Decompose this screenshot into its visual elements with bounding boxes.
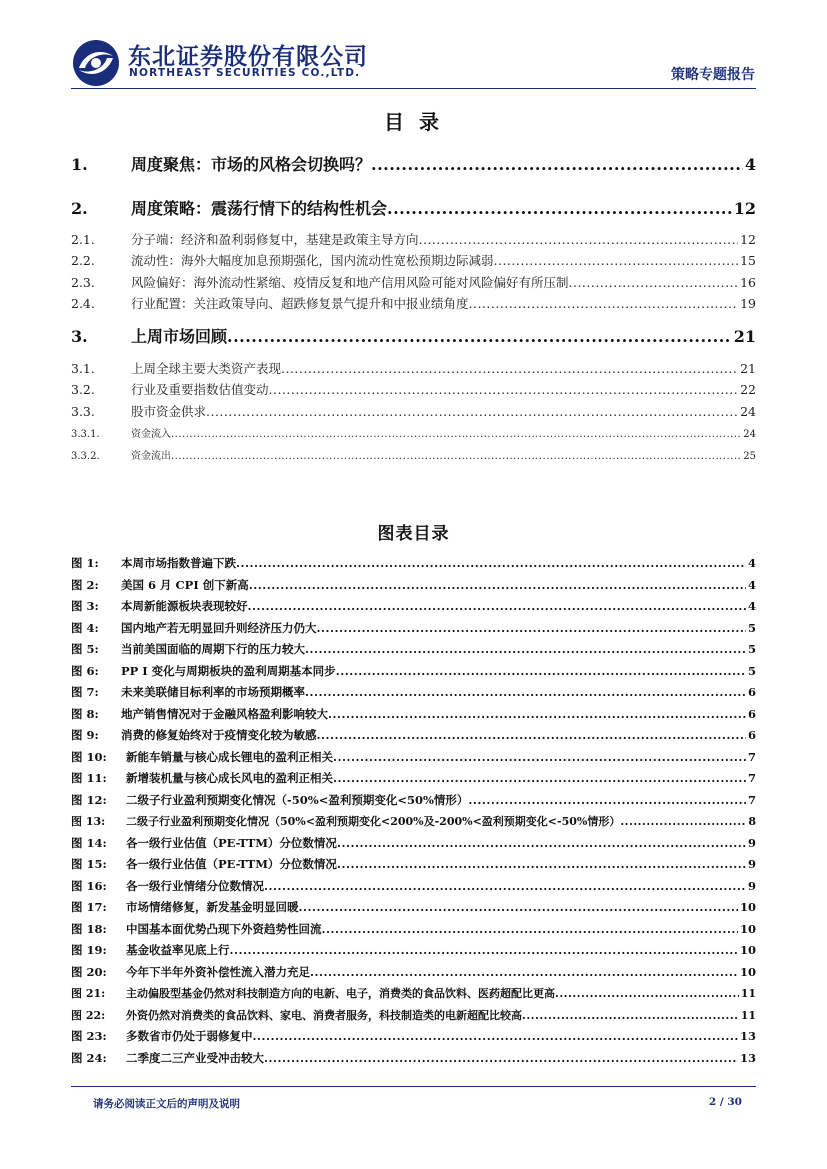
figure-number: 图 21: — [71, 987, 106, 1000]
figure-page: 5 — [747, 621, 756, 635]
leader-dots — [310, 965, 738, 979]
figure-number: 图 19: — [71, 943, 107, 957]
toc-entry-text: 资金流入 — [131, 429, 171, 440]
leader-dots — [494, 253, 739, 268]
toc-entry-text: 周度策略：震荡行情下的结构性机会 — [131, 199, 388, 218]
toc-entry[interactable] — [71, 152, 756, 174]
figure-entry[interactable] — [71, 727, 756, 744]
figure-number: 图 13: — [71, 815, 106, 828]
leader-dots — [333, 750, 746, 764]
leader-dots — [249, 578, 746, 592]
figure-page: 4 — [747, 578, 756, 592]
leader-dots — [387, 199, 732, 218]
figure-title: 今年下半年外资补偿性流入潜力充足 — [126, 965, 310, 979]
figure-number: 图 8: — [71, 707, 99, 721]
figure-number: 图 12: — [71, 793, 107, 807]
toc-title: 目 录 — [384, 110, 443, 134]
leader-dots — [468, 793, 746, 807]
figure-number: 图 10: — [71, 750, 107, 764]
toc-entry-page: 25 — [743, 451, 756, 462]
toc-entry-page: 19 — [740, 296, 756, 311]
toc-entry-page: 12 — [740, 232, 756, 247]
toc-entry-number: 2.1. — [71, 232, 95, 247]
figure-entry[interactable] — [71, 964, 756, 981]
page-number: 2 / 30 — [708, 1096, 742, 1108]
toc-entry-text: 上周全球主要大类资产表现 — [131, 361, 282, 376]
figure-entry[interactable] — [71, 598, 756, 615]
figure-number: 图 16: — [71, 879, 107, 893]
figure-number: 图 17: — [71, 900, 107, 914]
figure-entry[interactable] — [71, 856, 756, 873]
figure-title: 新能车销量与核心成长锂电的盈利正相关 — [126, 750, 333, 764]
figure-title: 各一级行业估值（PE-TTM）分位数情况 — [126, 857, 337, 871]
toc-entry-text: 周度聚焦：市场的风格会切换吗？ — [131, 155, 372, 174]
figure-entry[interactable] — [71, 985, 756, 1002]
figure-page: 8 — [748, 815, 756, 828]
leader-dots — [236, 556, 746, 570]
toc-entry[interactable] — [71, 425, 756, 441]
toc-entry[interactable] — [71, 273, 756, 291]
leader-dots — [230, 943, 738, 957]
figure-title: 外资仍然对消费类的食品饮料、家电、消费者服务，科技制造类的电新超配比较高 — [126, 1009, 522, 1022]
toc-entry-number: 3. — [71, 327, 88, 346]
figure-page: 11 — [740, 1009, 756, 1022]
leader-dots — [269, 382, 739, 397]
figure-title: 新增装机量与核心成长风电的盈利正相关 — [126, 771, 333, 785]
leader-dots — [317, 728, 746, 742]
figure-number: 图 6: — [71, 664, 99, 678]
toc-entry-text: 行业及重要指数估值变动 — [131, 382, 269, 397]
leader-dots — [206, 404, 738, 419]
toc-entry-number: 3.3.1. — [71, 429, 100, 440]
leader-dots — [227, 327, 732, 346]
leader-dots — [555, 987, 739, 1000]
figure-entry[interactable] — [71, 663, 756, 680]
figure-title: 美国 6 月 CPI 创下新高 — [121, 578, 249, 592]
toc-entry-page: 24 — [740, 404, 756, 419]
figure-number: 图 15: — [71, 857, 107, 871]
toc-entry-text: 行业配置：关注政策导向、超跌修复景气提升和中报业绩角度 — [131, 296, 469, 311]
leader-dots — [317, 621, 746, 635]
toc-entry[interactable] — [71, 294, 756, 312]
figure-page: 6 — [747, 685, 756, 699]
figure-number: 图 9: — [71, 728, 99, 742]
footer-divider — [71, 1086, 756, 1087]
figure-page: 6 — [747, 728, 756, 742]
company-logo-icon — [71, 38, 121, 88]
figure-entry[interactable] — [71, 577, 756, 594]
figure-page: 11 — [740, 987, 756, 1000]
leader-dots — [322, 922, 738, 936]
toc-entry-page: 21 — [740, 361, 756, 376]
figure-title: PP I 变化与周期板块的盈利周期基本同步 — [121, 664, 336, 678]
toc-entry-page: 22 — [740, 382, 756, 397]
toc-entry[interactable] — [71, 380, 756, 398]
figure-entry[interactable] — [71, 641, 756, 658]
toc-entry[interactable] — [71, 196, 756, 218]
figure-number: 图 14: — [71, 836, 107, 850]
footer-disclaimer: 请务必阅读正文后的声明及说明 — [93, 1098, 240, 1110]
figure-number: 图 3: — [71, 599, 99, 613]
figure-title: 各一级行业估值（PE-TTM）分位数情况 — [126, 836, 337, 850]
figure-title: 二季度二三产业受冲击较大 — [126, 1051, 264, 1065]
toc-entry-number: 2. — [71, 199, 88, 218]
leader-dots — [328, 707, 746, 721]
toc-entry-text: 股市资金供求 — [131, 404, 207, 419]
leader-dots — [620, 815, 746, 828]
toc-entry-number: 3.2. — [71, 382, 95, 397]
toc-entry-page: 24 — [743, 429, 756, 440]
figure-title: 本周新能源板块表现较好 — [121, 599, 248, 613]
figure-title: 当前美国面临的周期下行的压力较大 — [121, 642, 305, 656]
figure-page: 9 — [747, 836, 756, 850]
toc-entry-number: 2.2. — [71, 253, 95, 268]
leader-dots — [171, 451, 741, 462]
figure-title: 未来美联储目标利率的市场预期概率 — [121, 685, 305, 699]
toc-entry[interactable] — [71, 359, 756, 377]
toc-entry-number: 3.3.2. — [71, 451, 100, 462]
figure-title: 本周市场指数普遍下跌 — [121, 556, 236, 570]
toc-entry-text: 资金流出 — [131, 451, 171, 462]
figure-title: 基金收益率见底上行 — [126, 943, 230, 957]
toc-entry-page: 15 — [740, 253, 756, 268]
company-name-cn: 东北证券股份有限公司 — [128, 44, 368, 70]
figure-number: 图 18: — [71, 922, 107, 936]
company-name-en: NORTHEAST SECURITIES CO.,LTD. — [129, 67, 361, 79]
figure-entry[interactable] — [71, 878, 756, 895]
leader-dots — [264, 1051, 738, 1065]
figure-entry[interactable] — [71, 942, 756, 959]
figure-number: 图 20: — [71, 965, 107, 979]
toc-entry[interactable] — [71, 230, 756, 248]
figure-entry[interactable] — [71, 555, 756, 572]
leader-dots — [337, 836, 746, 850]
figure-title: 地产销售情况对于金融风格盈利影响较大 — [121, 707, 328, 721]
leader-dots — [171, 429, 741, 440]
toc-entry-page: 12 — [733, 199, 756, 218]
figure-page: 9 — [747, 879, 756, 893]
figure-title: 二级子行业盈利预期变化情况（50%<盈利预期变化<200%及-200%<盈利预期变化<-50%情形） — [126, 815, 621, 828]
toc-entry-text: 风险偏好：海外流动性紧缩、疫情反复和地产信用风险可能对风险偏好有所压制 — [131, 275, 569, 290]
figures-title: 图表目录 — [377, 524, 450, 544]
figure-number: 图 5: — [71, 642, 99, 656]
leader-dots — [337, 857, 746, 871]
leader-dots — [419, 232, 739, 247]
figure-page: 5 — [747, 642, 756, 656]
figure-entry[interactable] — [71, 749, 756, 766]
toc-entry-number: 3.3. — [71, 404, 95, 419]
leader-dots — [336, 664, 746, 678]
figure-number: 图 2: — [71, 578, 99, 592]
leader-dots — [371, 155, 743, 174]
figure-page: 7 — [747, 771, 756, 785]
leader-dots — [333, 771, 746, 785]
figure-page: 7 — [747, 750, 756, 764]
figure-number: 图 11: — [71, 771, 107, 785]
leader-dots — [305, 642, 746, 656]
leader-dots — [305, 685, 746, 699]
figure-page: 10 — [739, 943, 756, 957]
figure-entry[interactable] — [71, 1028, 756, 1045]
figure-title: 多数省市仍处于弱修复中 — [126, 1029, 253, 1043]
toc-entry-number: 2.3. — [71, 275, 95, 290]
figure-title: 二级子行业盈利预期变化情况（-50%<盈利预期变化<50%情形） — [126, 793, 469, 807]
toc-entry-text: 分子端：经济和盈利弱修复中，基建是政策主导方向 — [131, 232, 419, 247]
figure-title: 中国基本面优势凸现下外资趋势性回流 — [126, 922, 322, 936]
figure-number: 图 23: — [71, 1029, 107, 1043]
toc-entry[interactable] — [71, 324, 756, 346]
toc-entry[interactable] — [71, 447, 756, 463]
toc-entry[interactable] — [71, 402, 756, 420]
leader-dots — [248, 599, 746, 613]
leader-dots — [299, 900, 738, 914]
figure-page: 4 — [747, 556, 756, 570]
figure-title: 国内地产若无明显回升则经济压力仍大 — [121, 621, 317, 635]
figure-title: 市场情绪修复，新发基金明显回暖 — [126, 900, 299, 914]
figure-number: 图 24: — [71, 1051, 107, 1065]
toc-entry[interactable] — [71, 251, 756, 269]
figure-entry[interactable] — [71, 770, 756, 787]
figure-number: 图 1: — [71, 556, 99, 570]
leader-dots — [569, 275, 739, 290]
figure-page: 10 — [739, 922, 756, 936]
figure-entry[interactable] — [71, 813, 756, 830]
toc-entry-page: 4 — [744, 155, 756, 174]
toc-entry-number: 3.1. — [71, 361, 95, 376]
toc-entry-number: 2.4. — [71, 296, 95, 311]
figure-title: 消费的修复始终对于疫情变化较为敏感 — [121, 728, 317, 742]
leader-dots — [469, 296, 739, 311]
figure-entry[interactable] — [71, 1050, 756, 1067]
header-divider — [71, 88, 756, 89]
toc-entry-number: 1. — [71, 155, 88, 174]
figure-entry[interactable] — [71, 706, 756, 723]
figure-page: 13 — [739, 1029, 756, 1043]
figure-page: 10 — [739, 965, 756, 979]
leader-dots — [253, 1029, 738, 1043]
figure-entry[interactable] — [71, 792, 756, 809]
figure-page: 9 — [747, 857, 756, 871]
figure-entry[interactable] — [71, 620, 756, 637]
figure-page: 13 — [739, 1051, 756, 1065]
figure-number: 图 7: — [71, 685, 99, 699]
leader-dots — [281, 361, 738, 376]
figure-entry[interactable] — [71, 1007, 756, 1024]
toc-entry-page: 21 — [733, 327, 756, 346]
figure-entry[interactable] — [71, 835, 756, 852]
figure-page: 4 — [747, 599, 756, 613]
figure-number: 图 22: — [71, 1009, 106, 1022]
figure-page: 5 — [747, 664, 756, 678]
report-type: 策略专题报告 — [671, 67, 755, 83]
figure-entry[interactable] — [71, 921, 756, 938]
toc-entry-page: 16 — [740, 275, 756, 290]
figure-entry[interactable] — [71, 684, 756, 701]
leader-dots — [264, 879, 746, 893]
figure-page: 6 — [747, 707, 756, 721]
toc-entry-text: 上周市场回顾 — [131, 327, 228, 346]
figure-title: 主动偏股型基金仍然对科技制造方向的电新、电子，消费类的食品饮料、医药超配比更高 — [126, 987, 555, 1000]
figure-page: 7 — [747, 793, 756, 807]
leader-dots — [522, 1009, 739, 1022]
figure-entry[interactable] — [71, 899, 756, 916]
figure-page: 10 — [739, 900, 756, 914]
figure-title: 各一级行业情绪分位数情况 — [126, 879, 264, 893]
toc-entry-text: 流动性：海外大幅度加息预期强化，国内流动性宽松预期边际减弱 — [131, 253, 494, 268]
figure-number: 图 4: — [71, 621, 99, 635]
